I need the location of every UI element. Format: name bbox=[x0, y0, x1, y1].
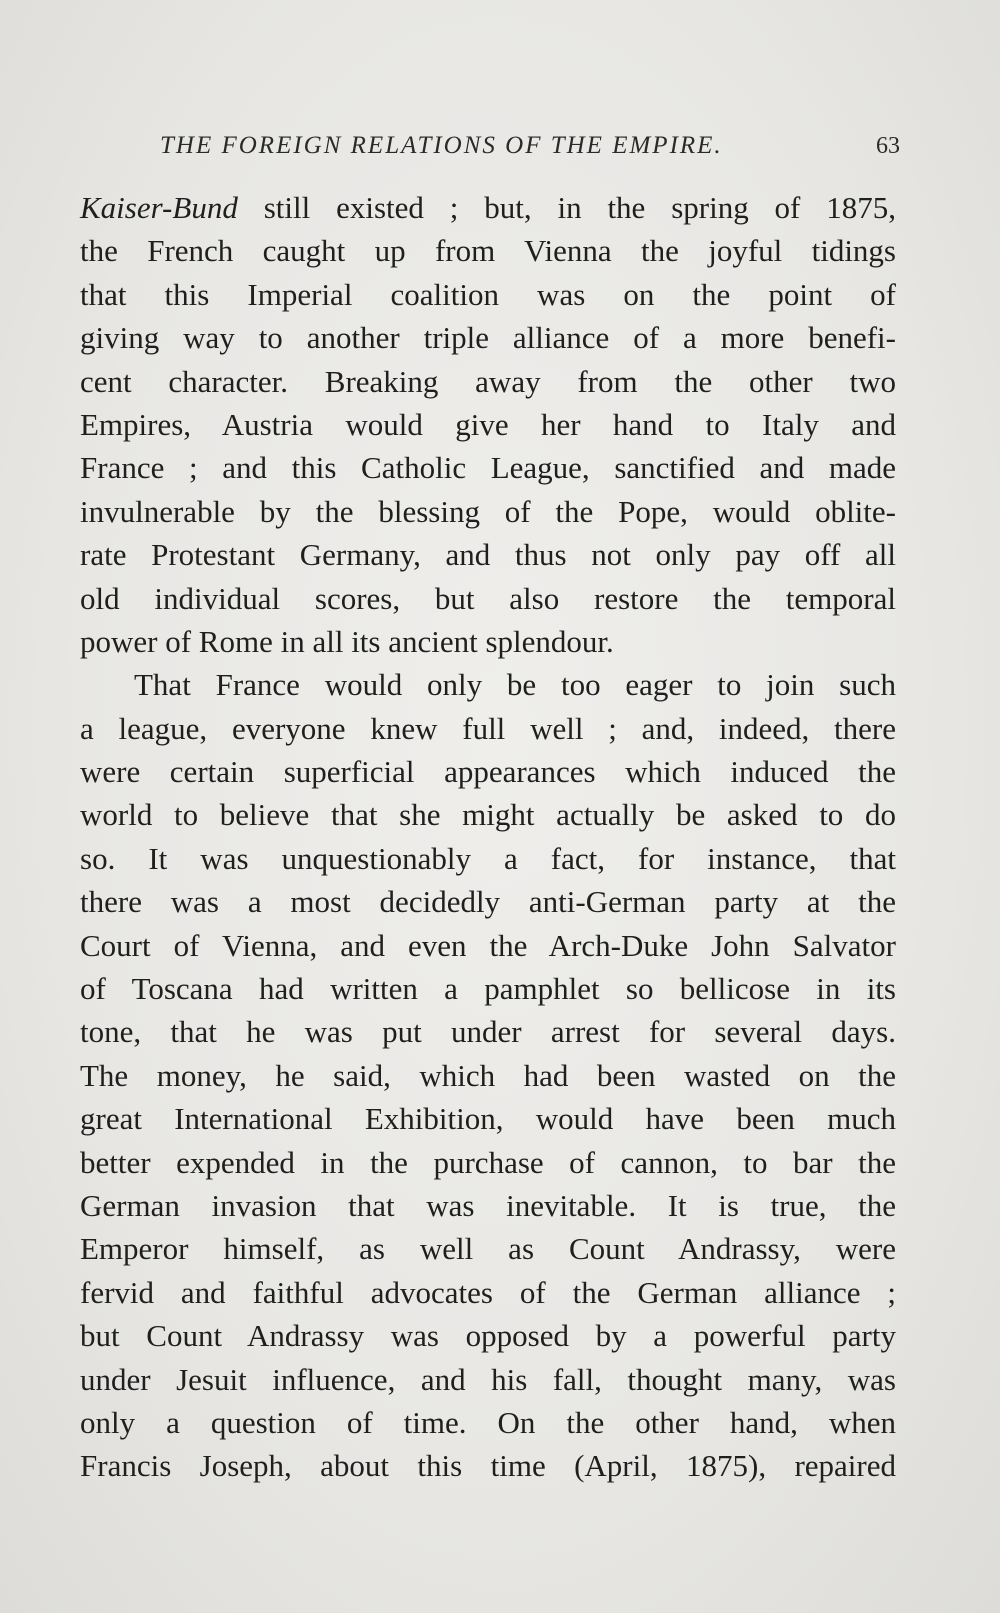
text-line: fervid and faithful advocates of the German alliance ; bbox=[80, 1274, 896, 1310]
text-line: giving way to another triple alliance of a more benefi- bbox=[80, 320, 896, 356]
text-line: of Toscana had written a pamphlet so bellicose in its bbox=[80, 971, 896, 1007]
text-line: tone, that he was put under arrest for several days. bbox=[80, 1014, 896, 1050]
text-line: under Jesuit influence, and his fall, thought many, was bbox=[80, 1361, 896, 1397]
text-line: The money, he said, which had been wasted on the bbox=[80, 1057, 896, 1093]
text-line: great International Exhibition, would have been much bbox=[80, 1101, 896, 1137]
text-line: cent character. Breaking away from the other two bbox=[80, 363, 896, 399]
text-line bbox=[80, 186, 896, 229]
text-line: Court of Vienna, and even the Arch-Duke John Salvator bbox=[80, 927, 896, 963]
text-line: France ; and this Catholic League, sanctified and made bbox=[80, 450, 896, 486]
text-line: the French caught up from Vienna the joyful tidings bbox=[80, 233, 896, 269]
text-line: but Count Andrassy was opposed by a powerful party bbox=[80, 1318, 896, 1354]
text-line: better expended in the purchase of cannon, to bar the bbox=[80, 1144, 896, 1180]
text-line: Francis Joseph, about this time (April, 1875), repaired bbox=[80, 1448, 896, 1484]
text-line: there was a most decidedly anti-German party at the bbox=[80, 884, 896, 920]
running-head-title: THE FOREIGN RELATIONS OF THE EMPIRE. bbox=[160, 132, 723, 159]
page-number: 63 bbox=[876, 133, 900, 159]
text-line: a league, everyone knew full well ; and, indeed, there bbox=[80, 710, 896, 746]
text-line: were certain superficial appearances which induced the bbox=[80, 754, 896, 790]
text-line: Empires, Austria would give her hand to Italy and bbox=[80, 406, 896, 442]
text-line: power of Rome in all its ancient splendour. bbox=[80, 623, 614, 659]
text-line-rest: still existed ; but, in the spring of 1875, bbox=[237, 190, 896, 225]
text-line: invulnerable by the blessing of the Pope, would oblite- bbox=[80, 493, 896, 529]
text-line: that this Imperial coalition was on the point of bbox=[80, 276, 896, 312]
text-line: Emperor himself, as well as Count Andrassy, were bbox=[80, 1231, 896, 1267]
text-line: That France would only be too eager to join such bbox=[134, 667, 896, 703]
body-text bbox=[80, 186, 896, 1488]
text-line: only a question of time. On the other hand, when bbox=[80, 1404, 896, 1440]
text-line: German invasion that was inevitable. It is true, the bbox=[80, 1187, 896, 1223]
text-line: world to believe that she might actually be asked to do bbox=[80, 797, 896, 833]
text-line: rate Protestant Germany, and thus not only pay off all bbox=[80, 537, 896, 573]
running-head bbox=[160, 132, 900, 160]
text-line: so. It was unquestionably a fact, for instance, that bbox=[80, 840, 896, 876]
text-line: old individual scores, but also restore the temporal bbox=[80, 580, 896, 616]
text-line-italic: Kaiser-Bund bbox=[80, 190, 238, 225]
